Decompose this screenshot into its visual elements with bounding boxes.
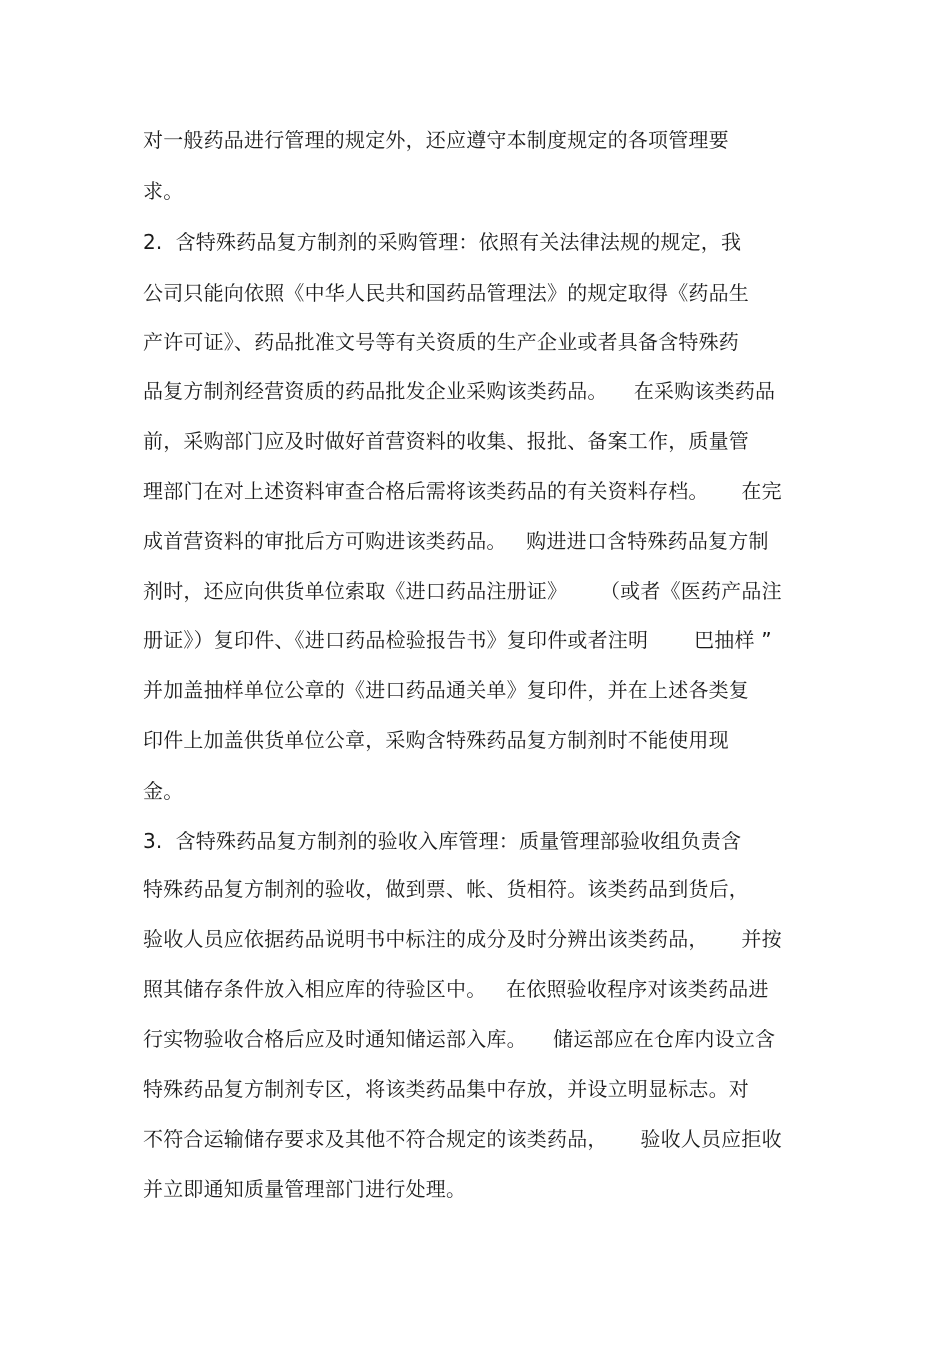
text-line: 特殊药品复方制剂专区，将该类药品集中存放，并设立明显标志。对 (143, 1077, 749, 1101)
text-line: 成首营资料的审批后方可购进该类药品。 购进进口含特殊药品复方制 (143, 529, 769, 553)
text-line: 验收人员应依据药品说明书中标注的成分及时分辨出该类药品， 并按 (143, 927, 782, 951)
text-line: 2. 含特殊药品复方制剂的采购管理：依照有关法律法规的规定，我 (143, 230, 742, 254)
text-line: 理部门在对上述资料审查合格后需将该类药品的有关资料存档。 在完 (143, 479, 782, 503)
text-line: 照其储存条件放入相应库的待验区中。 在依照验收程序对该类药品进 (143, 977, 769, 1001)
text-line: 3. 含特殊药品复方制剂的验收入库管理：质量管理部验收组负责含 (143, 829, 742, 853)
text-line: 剂时，还应向供货单位索取《进口药品注册证》 （或者《医药产品注 (143, 579, 782, 603)
text-line: 对一般药品进行管理的规定外，还应遵守本制度规定的各项管理要 (143, 128, 729, 152)
text-line: 并加盖抽样单位公章的《进口药品通关单》复印件，并在上述各类复 (143, 678, 749, 702)
text-line: 不符合运输储存要求及其他不符合规定的该类药品， 验收人员应拒收 (143, 1127, 782, 1151)
text-line: 公司只能向依照《中华人民共和国药品管理法》的规定取得《药品生 (143, 281, 749, 305)
text-line: 品复方制剂经营资质的药品批发企业采购该类药品。 在采购该类药品 (143, 379, 776, 403)
text-line: 前，采购部门应及时做好首营资料的收集、报批、备案工作，质量管 (143, 429, 749, 453)
text-line: 特殊药品复方制剂的验收，做到票、帐、货相符。该类药品到货后， (143, 877, 749, 901)
text-line: 求。 (143, 179, 184, 203)
text-line: 行实物验收合格后应及时通知储运部入库。 储运部应在仓库内设立含 (143, 1027, 776, 1051)
text-line: 并立即通知质量管理部门进行处理。 (143, 1177, 467, 1201)
text-line: 册证》）复印件、《进口药品检验报告书》复印件或者注明 巴抽样 ” (143, 628, 772, 652)
text-line: 金。 (143, 779, 184, 803)
text-line: 印件上加盖供货单位公章，采购含特殊药品复方制剂时不能使用现 (143, 728, 729, 752)
text-line: 产许可证》、药品批准文号等有关资质的生产企业或者具备含特殊药 (143, 330, 739, 354)
